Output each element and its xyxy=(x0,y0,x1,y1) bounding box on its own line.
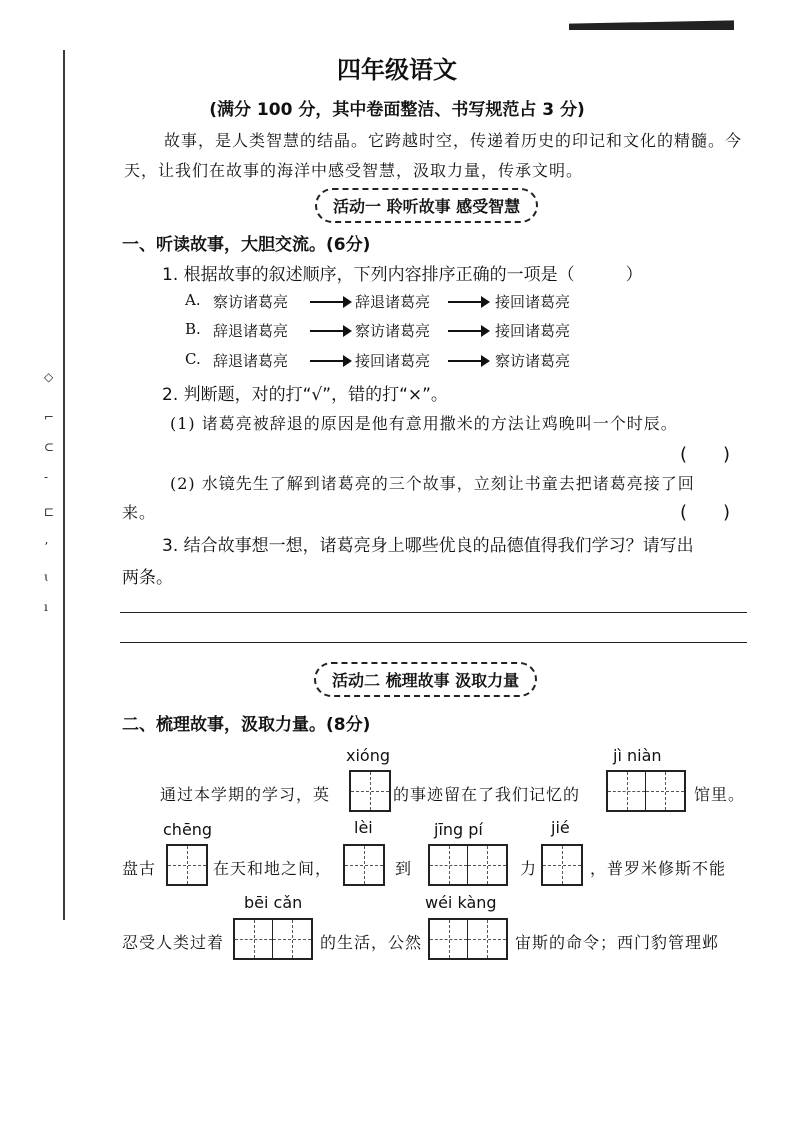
writing-grid-lei[interactable] xyxy=(343,844,385,886)
row-2-text-2: 在天和地之间， xyxy=(213,859,333,878)
pinyin-weikang: wéi kàng xyxy=(425,893,497,912)
margin-mark: ɩ xyxy=(44,570,49,584)
margin-mark: ı xyxy=(44,600,48,614)
section-one-heading: 一、听读故事，大胆交流。(6分) xyxy=(122,235,371,255)
answer-line[interactable] xyxy=(120,642,747,643)
question-3-line-1: 3. 结合故事想一想，诸葛亮身上哪些优良的品德值得我们学习？请写出 xyxy=(162,536,694,556)
activity-one-banner: 活动一 聆听故事 感受智慧 xyxy=(315,188,538,223)
question-2-item-2-continued: 来。 xyxy=(122,503,157,522)
question-1-stem: 1. 根据故事的叙述顺序，下列内容排序正确的一项是（ ） xyxy=(162,265,643,285)
pinyin-xiong: xióng xyxy=(346,746,390,765)
option-c-step2: 接回诸葛亮 xyxy=(355,352,431,370)
writing-grid-cheng[interactable] xyxy=(166,844,208,886)
answer-line[interactable] xyxy=(120,612,747,613)
section-two-heading: 二、梳理故事，汲取力量。(8分) xyxy=(122,715,371,735)
row-3-text-2: 的生活，公然 xyxy=(320,933,423,952)
option-a-step3: 接回诸葛亮 xyxy=(495,293,571,311)
row-2-text-1: 盘古 xyxy=(122,859,157,878)
margin-mark: ⌐ xyxy=(44,410,55,424)
option-b-step3: 接回诸葛亮 xyxy=(495,322,571,340)
pinyin-lei: lèi xyxy=(354,818,373,837)
writing-grid-beican[interactable] xyxy=(233,918,313,960)
row-2-text-5: ，普罗米修斯不能 xyxy=(590,859,727,878)
writing-grid-xiong[interactable] xyxy=(349,770,391,812)
pinyin-jinian: jì niàn xyxy=(613,746,662,765)
row-2-text-3: 到 xyxy=(395,859,413,878)
pinyin-jie: jié xyxy=(551,818,570,837)
page-title: 四年级语文 xyxy=(337,56,457,84)
margin-mark: ʼ xyxy=(44,540,48,554)
arrow-icon xyxy=(448,330,488,332)
row-1-text-1: 通过本学期的学习，英 xyxy=(160,785,331,804)
pinyin-cheng: chēng xyxy=(163,820,213,839)
arrow-icon xyxy=(310,301,350,303)
writing-grid-jingpi[interactable] xyxy=(428,844,508,886)
writing-grid-jie[interactable] xyxy=(541,844,583,886)
cropped-header-text xyxy=(569,14,734,30)
writing-grid-jinian[interactable] xyxy=(606,770,686,812)
intro-paragraph: 故事，是人类智慧的结晶。它跨越时空，传递着历史的印记和文化的精髓。今天，让我们在故事的海洋中感受智慧，汲取力量，传承文明。 xyxy=(124,131,743,180)
option-c-letter: C. xyxy=(185,350,201,368)
answer-paren-2[interactable]: ( ) xyxy=(680,502,731,523)
row-3-text-3: 宙斯的命令；西门豹管理邺 xyxy=(515,933,720,952)
arrow-icon xyxy=(448,301,488,303)
option-a-step2: 辞退诸葛亮 xyxy=(355,293,431,311)
option-a-letter: A. xyxy=(185,291,201,309)
margin-mark: ⊂ xyxy=(44,440,55,454)
option-b-letter: B. xyxy=(185,320,201,338)
arrow-icon xyxy=(448,360,488,362)
activity-two-banner: 活动二 梳理故事 汲取力量 xyxy=(314,662,537,697)
row-1-text-2: 的事迹留在了我们记忆的 xyxy=(393,785,581,804)
option-a-step1: 察访诸葛亮 xyxy=(213,293,289,311)
arrow-icon xyxy=(310,330,350,332)
question-2-item-2: (2) 水镜先生了解到诸葛亮的三个故事，立刻让书童去把诸葛亮接了回 xyxy=(170,474,695,493)
option-b-step2: 察访诸葛亮 xyxy=(355,322,431,340)
arrow-icon xyxy=(310,360,350,362)
pinyin-beican: bēi cǎn xyxy=(244,893,303,912)
margin-mark: ◇ xyxy=(44,370,54,384)
row-2-text-4: 力 xyxy=(520,859,538,878)
row-3-text-1: 忍受人类过着 xyxy=(122,933,225,952)
binding-margin-line xyxy=(63,50,65,920)
option-c-step3: 察访诸葛亮 xyxy=(495,352,571,370)
answer-paren-1[interactable]: ( ) xyxy=(680,444,731,465)
margin-mark: ⊏ xyxy=(44,505,55,519)
question-3-line-2: 两条。 xyxy=(122,568,173,588)
page-subtitle: (满分 100 分，其中卷面整洁、书写规范占 3 分) xyxy=(209,100,585,120)
row-1-text-3: 馆里。 xyxy=(694,785,746,804)
question-2-item-1: (1) 诸葛亮被辞退的原因是他有意用撒米的方法让鸡晚叫一个时辰。 xyxy=(170,414,678,433)
question-2-stem: 2. 判断题，对的打“√”，错的打“×”。 xyxy=(162,385,448,405)
writing-grid-weikang[interactable] xyxy=(428,918,508,960)
pinyin-jingpi: jīng pí xyxy=(434,820,483,839)
margin-mark: - xyxy=(44,470,49,484)
option-b-step1: 辞退诸葛亮 xyxy=(213,322,289,340)
option-c-step1: 辞退诸葛亮 xyxy=(213,352,289,370)
